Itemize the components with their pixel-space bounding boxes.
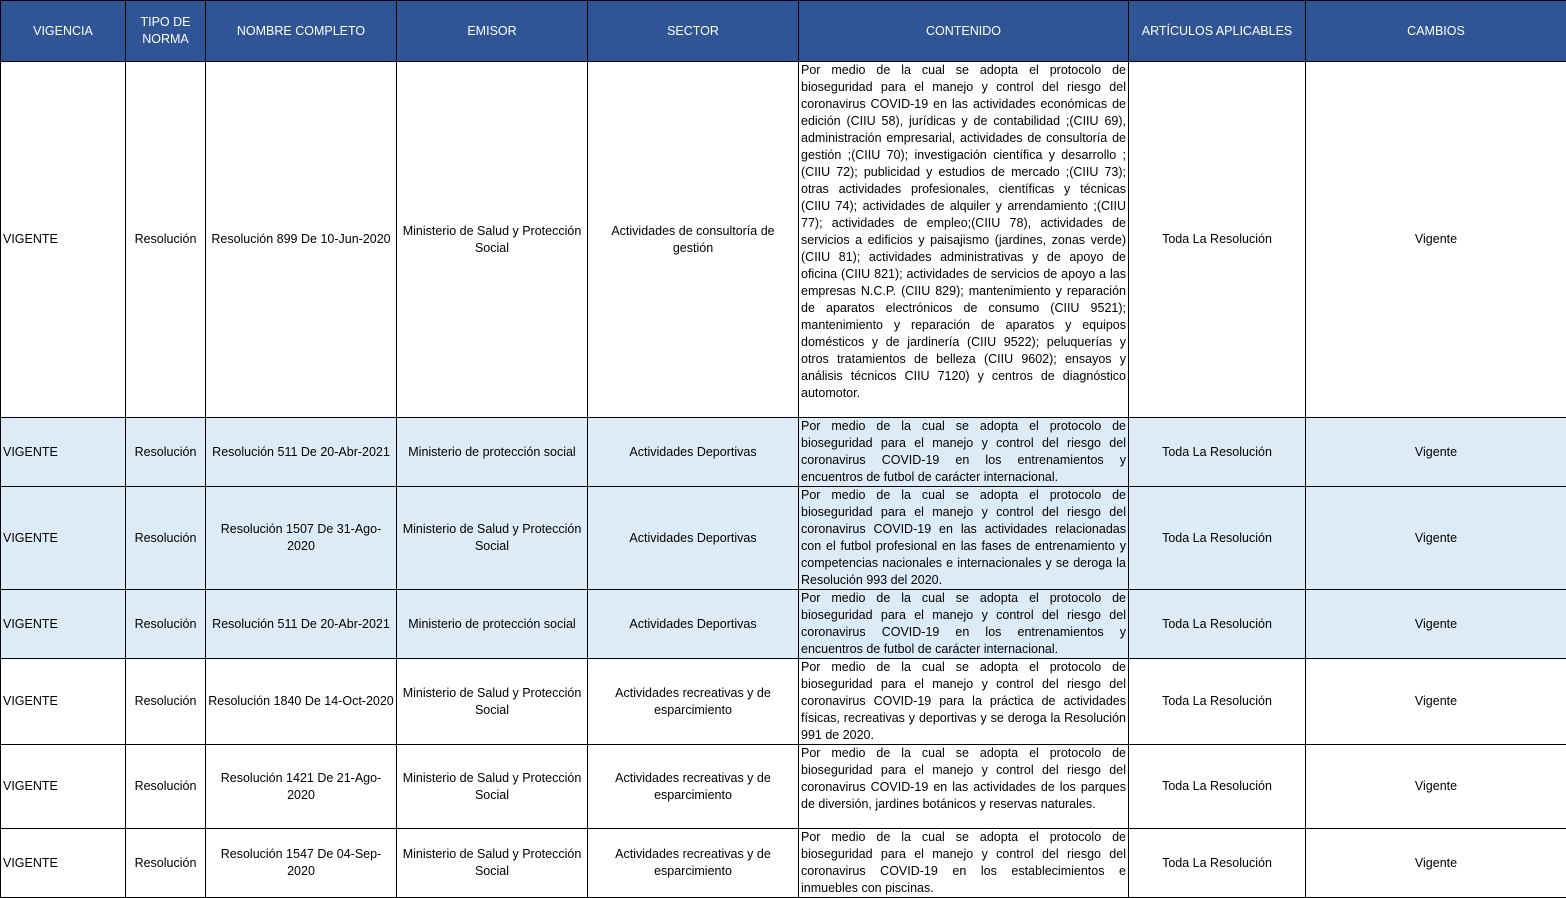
cell-articulos[interactable]: Toda La Resolución — [1129, 659, 1306, 745]
header-vigencia: VIGENCIA — [1, 1, 126, 62]
cell-tipo[interactable]: Resolución — [126, 62, 206, 418]
header-articulos: ARTÍCULOS APLICABLES — [1129, 1, 1306, 62]
table-row — [1, 487, 1566, 590]
cell-tipo[interactable]: Resolución — [126, 829, 206, 898]
header-nombre: NOMBRE COMPLETO — [206, 1, 397, 62]
cell-nombre[interactable]: Resolución 511 De 20-Abr-2021 — [206, 418, 397, 487]
cell-sector[interactable]: Actividades recreativas y de esparcimiento — [588, 829, 799, 898]
header-row — [1, 1, 1566, 62]
header-sector: SECTOR — [588, 1, 799, 62]
cell-vigencia[interactable]: VIGENTE — [1, 62, 126, 418]
cell-tipo[interactable]: Resolución — [126, 590, 206, 659]
cell-emisor[interactable]: Ministerio de Salud y Protección Social — [397, 829, 588, 898]
cell-vigencia[interactable]: VIGENTE — [1, 590, 126, 659]
header-emisor: EMISOR — [397, 1, 588, 62]
header-tipo: TIPO DE NORMA — [126, 1, 206, 62]
table-row — [1, 829, 1566, 898]
cell-nombre[interactable]: Resolución 1547 De 04-Sep-2020 — [206, 829, 397, 898]
cell-emisor[interactable]: Ministerio de Salud y Protección Social — [397, 62, 588, 418]
cell-cambios[interactable]: Vigente — [1306, 659, 1566, 745]
cell-sector[interactable]: Actividades de consultoría de gestión — [588, 62, 799, 418]
cell-contenido[interactable]: Por medio de la cual se adopta el protocolo de bioseguridad para el manejo y control del riesgo del coronavirus COVID-19 para la práctica de actividades físicas, recreativas y deportivas y se deroga la Resolución 991 de 2020. — [799, 659, 1129, 745]
table-row — [1, 590, 1566, 659]
table-row — [1, 745, 1566, 829]
cell-contenido[interactable]: Por medio de la cual se adopta el protocolo de bioseguridad para el manejo y control del riesgo del coronavirus COVID-19 en las actividades económicas de edición (CIIU 58), jurídicas y de contabilidad ;(CIIU 69), administración empresarial, actividades de consultoría de gestión ;(CIIU 70); investigación científica y desarrollo ;(CIIU 72); publicidad y estudios de mercado ;(CIIU 73); otras actividades profesionales, científicas y técnicas (CIIU 74); actividades de alquiler y arrendamiento ;(CIIU 77); actividades de empleo;(CIIU 78), actividades de servicios a edificios y paisajismo (jardines, zonas verde) (CIIU 81); actividades administrativas y de apoyo de oficina (CIIU 821); actividades de servicios de apoyo a las empresas N.C.P. (CIIU 829); mantenimiento y reparación de aparatos electrónicos de consumo (CIIU 9521); mantenimiento y reparación de aparatos y equipos domésticos y de jardinería (CIIU 9522); peluquerías y otros tratamientos de belleza (CIIU 9602); ensayos y análisis técnicos CIIU 7120) y centros de diagnóstico automotor. — [799, 62, 1129, 418]
cell-vigencia[interactable]: VIGENTE — [1, 745, 126, 829]
cell-nombre[interactable]: Resolución 1840 De 14-Oct-2020 — [206, 659, 397, 745]
table-row — [1, 62, 1566, 418]
cell-cambios[interactable]: Vigente — [1306, 745, 1566, 829]
cell-sector[interactable]: Actividades recreativas y de esparcimiento — [588, 745, 799, 829]
table-row — [1, 418, 1566, 487]
cell-contenido[interactable]: Por medio de la cual se adopta el protocolo de bioseguridad para el manejo y control del riesgo del coronavirus COVID-19 en los establecimientos e inmuebles con piscinas. — [799, 829, 1129, 898]
cell-vigencia[interactable]: VIGENTE — [1, 659, 126, 745]
cell-sector[interactable]: Actividades Deportivas — [588, 487, 799, 590]
cell-nombre[interactable]: Resolución 1507 De 31-Ago-2020 — [206, 487, 397, 590]
cell-tipo[interactable]: Resolución — [126, 659, 206, 745]
cell-sector[interactable]: Actividades recreativas y de esparcimiento — [588, 659, 799, 745]
cell-tipo[interactable]: Resolución — [126, 745, 206, 829]
cell-cambios[interactable]: Vigente — [1306, 418, 1566, 487]
cell-tipo[interactable]: Resolución — [126, 418, 206, 487]
cell-tipo[interactable]: Resolución — [126, 487, 206, 590]
table-row — [1, 659, 1566, 745]
cell-sector[interactable]: Actividades Deportivas — [588, 590, 799, 659]
cell-articulos[interactable]: Toda La Resolución — [1129, 62, 1306, 418]
cell-vigencia[interactable]: VIGENTE — [1, 829, 126, 898]
cell-nombre[interactable]: Resolución 511 De 20-Abr-2021 — [206, 590, 397, 659]
cell-cambios[interactable]: Vigente — [1306, 62, 1566, 418]
cell-emisor[interactable]: Ministerio de Salud y Protección Social — [397, 487, 588, 590]
cell-articulos[interactable]: Toda La Resolución — [1129, 745, 1306, 829]
header-contenido: CONTENIDO — [799, 1, 1129, 62]
cell-contenido[interactable]: Por medio de la cual se adopta el protocolo de bioseguridad para el manejo y control del riesgo del coronavirus COVID-19 en los entrenamientos y encuentros de futbol de carácter internacional. — [799, 590, 1129, 659]
cell-emisor[interactable]: Ministerio de Salud y Protección Social — [397, 745, 588, 829]
cell-contenido[interactable]: Por medio de la cual se adopta el protocolo de bioseguridad para el manejo y control del riesgo del coronavirus COVID-19 en las actividades de los parques de diversión, jardines botánicos y reservas naturales. — [799, 745, 1129, 829]
cell-sector[interactable]: Actividades Deportivas — [588, 418, 799, 487]
cell-vigencia[interactable]: VIGENTE — [1, 487, 126, 590]
cell-vigencia[interactable]: VIGENTE — [1, 418, 126, 487]
cell-emisor[interactable]: Ministerio de protección social — [397, 590, 588, 659]
cell-nombre[interactable]: Resolución 1421 De 21-Ago-2020 — [206, 745, 397, 829]
cell-emisor[interactable]: Ministerio de Salud y Protección Social — [397, 659, 588, 745]
header-cambios: CAMBIOS — [1306, 1, 1566, 62]
cell-nombre[interactable]: Resolución 899 De 10-Jun-2020 — [206, 62, 397, 418]
cell-cambios[interactable]: Vigente — [1306, 487, 1566, 590]
cell-contenido[interactable]: Por medio de la cual se adopta el protocolo de bioseguridad para el manejo y control del riesgo del coronavirus COVID-19 en las actividades relacionadas con el futbol profesional en las fases de entrenamiento y competencias nacionales e internacionales y se deroga la Resolución 993 del 2020. — [799, 487, 1129, 590]
cell-emisor[interactable]: Ministerio de protección social — [397, 418, 588, 487]
cell-cambios[interactable]: Vigente — [1306, 590, 1566, 659]
cell-articulos[interactable]: Toda La Resolución — [1129, 418, 1306, 487]
cell-cambios[interactable]: Vigente — [1306, 829, 1566, 898]
cell-articulos[interactable]: Toda La Resolución — [1129, 487, 1306, 590]
cell-contenido[interactable]: Por medio de la cual se adopta el protocolo de bioseguridad para el manejo y control del riesgo del coronavirus COVID-19 en los entrenamientos y encuentros de futbol de carácter internacional. — [799, 418, 1129, 487]
cell-articulos[interactable]: Toda La Resolución — [1129, 590, 1306, 659]
cell-articulos[interactable]: Toda La Resolución — [1129, 829, 1306, 898]
